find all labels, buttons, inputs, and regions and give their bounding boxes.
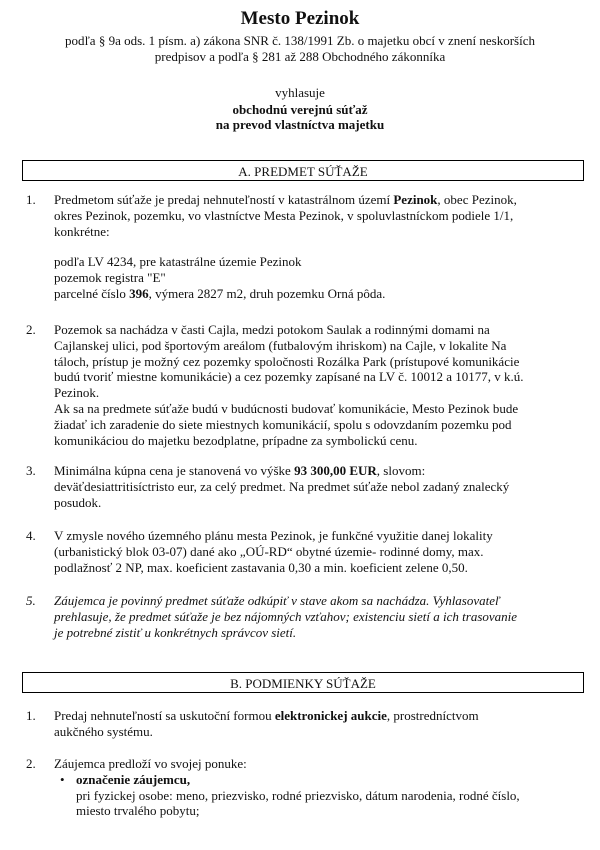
cadastral-area: Pezinok	[393, 192, 438, 207]
item-body	[54, 708, 560, 740]
text-run: , slovom:	[376, 463, 426, 478]
item-body	[54, 528, 560, 575]
text-run: , prostredníctvom	[386, 708, 479, 723]
text-line: Ak sa na predmete súťaže budú v budúcnosti budovať komunikácie, Mesto Pezinok bude	[54, 400, 519, 416]
text-line: táloch, prístup je možný cez pozemky spoločnosti Rozálka Park (prístupové komunikácie	[54, 353, 520, 369]
text-line: miesto trvalého pobytu;	[76, 803, 200, 819]
text-line: (urbanistický blok 03-07) dané ako „OÚ-RD“ obytné územie- rodinné domy, max.	[54, 543, 484, 559]
text-line: aukčného systému.	[54, 723, 153, 739]
text-line: Záujemca je povinný predmet súťaže odkúpiť v stave akom sa nachádza. Vyhlasovateľ	[54, 593, 500, 608]
text-line: Cajlanskej ulici, pod športovým areálom (futbalovým ihriskom) na Cajle, v lokalite Na	[54, 337, 507, 353]
bullet-item	[54, 772, 560, 788]
item-body	[54, 463, 560, 510]
auction-type: elektronickej aukcie	[274, 708, 387, 723]
text-line: pri fyzickej osobe: meno, priezvisko, rodné priezvisko, dátum narodenia, rodné číslo,	[76, 787, 520, 803]
text-line: podlažnosť 2 NP, max. koeficient zastavania 0,30 a min. koeficient zelene 0,50.	[54, 559, 468, 575]
text-line: komunikáciou do majetku bezodplatne, prípadne za symbolickú cenu.	[54, 432, 418, 448]
subject-line-1: obchodnú verejnú súťaž	[232, 102, 368, 117]
text-line: Záujemca predloží vo svojej ponuke:	[54, 756, 247, 771]
parcel-number: 396	[129, 285, 149, 301]
item-number: 3.	[26, 463, 36, 478]
item-number: 1.	[26, 708, 36, 723]
item-body	[54, 593, 560, 640]
text-run: Predmetom súťaže je predaj nehnuteľností v katastrálnom území	[54, 192, 394, 207]
item-number: 5.	[26, 593, 36, 608]
subject-line-2: na prevod vlastníctva majetku	[215, 117, 385, 132]
legal-basis-line-2: predpisov a podľa § 281 až 288 Obchodného zákonníka	[154, 49, 446, 64]
text-run: , obec Pezinok,	[437, 192, 517, 207]
item-number: 1.	[26, 192, 36, 207]
bullet-icon: •	[60, 771, 65, 787]
text-line: je potrebné zistiť u konkrétnych správcov sietí.	[54, 624, 297, 640]
announces-text: vyhlasuje	[275, 85, 325, 100]
text-line: posudok.	[54, 494, 102, 510]
parcel-register: pozemok registra "E"	[54, 270, 166, 286]
document-title: Mesto Pezinok	[240, 8, 360, 29]
text-line: žiadať ich zaradenie do siete miestnych komunikácií, spolu s odovzdaním pozemku pod	[54, 416, 512, 432]
text-line: prehlasuje, že predmet súťaže je bez nájomných vzťahov; existenciu sietí a ich trasovanie	[54, 608, 518, 624]
text-run: parcelné číslo	[54, 285, 130, 301]
item-body	[54, 756, 560, 819]
bullet-heading: označenie záujemcu,	[76, 771, 191, 787]
item-body	[54, 192, 560, 302]
text-line: budú tvoriť miestne komunikácie) a cez pozemky zapísané na LV č. 10012 a 10177, v k.ú.	[54, 369, 524, 385]
text-line: Pezinok.	[54, 385, 100, 401]
text-line: okres Pezinok, pozemku, vo vlastníctve Mesta Pezinok, v spoluvlastníckom podiele 1/1,	[54, 207, 514, 223]
legal-basis-line-1: podľa § 9a ods. 1 písm. a) zákona SNR č. 138/1991 Zb. o majetku obcí v znení neskorších	[65, 33, 535, 48]
text-line: Pozemok sa nachádza v časti Cajla, medzi potokom Saulak a rodinnými domami na	[54, 322, 490, 337]
text-line: konkrétne:	[54, 223, 110, 239]
minimum-price: 93 300,00 EUR	[294, 463, 377, 478]
item-number: 4.	[26, 528, 36, 543]
text-run: Predaj nehnuteľností sa uskutoční formou	[54, 708, 275, 723]
item-number: 2.	[26, 322, 36, 337]
text-run: Minimálna kúpna cena je stanovená vo výške	[54, 463, 295, 478]
text-run: , výmera 2827 m2, druh pozemku Orná pôda.	[148, 285, 386, 301]
item-body	[54, 322, 560, 448]
item-number: 2.	[26, 756, 36, 771]
section-b-heading: B. PODMIENKY SÚŤAŽE	[22, 672, 584, 693]
section-a-heading: A. PREDMET SÚŤAŽE	[22, 160, 584, 181]
parcel-lv: podľa LV 4234, pre katastrálne územie Pezinok	[54, 254, 302, 270]
text-line: deväťdesiattritisíctristo eur, za celý predmet. Na predmet súťaže nebol zadaný znalecký	[54, 478, 510, 494]
text-line: V zmysle nového územného plánu mesta Pezinok, je funkčné využitie danej lokality	[54, 528, 493, 543]
